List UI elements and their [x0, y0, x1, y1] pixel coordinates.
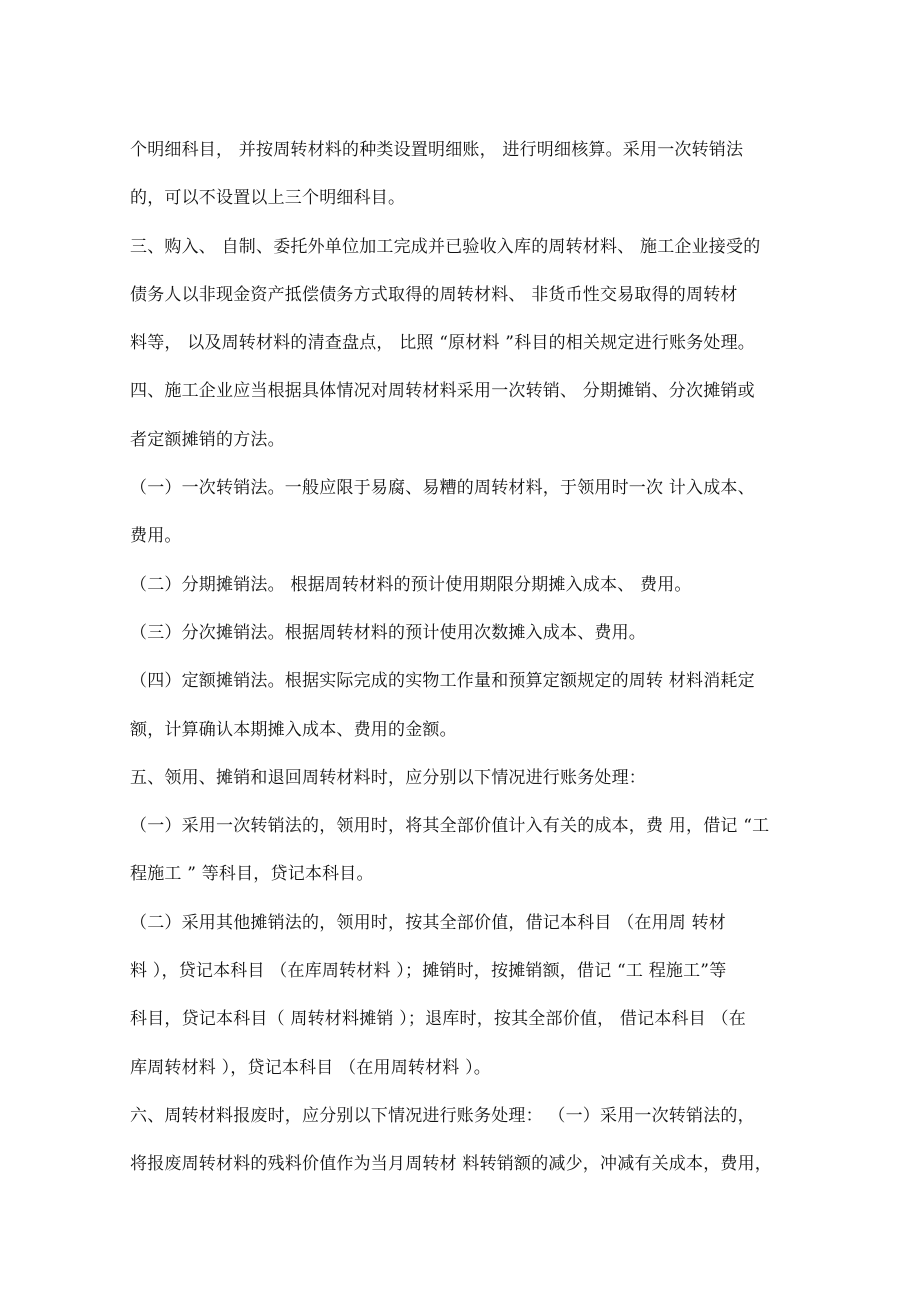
text-line: 费用。 — [130, 526, 182, 547]
text-line: （二）采用其他摊销法的，领用时，按其全部价值，借记本科目 （在用周 转材 — [130, 912, 727, 933]
text-line: （三）分次摊销法。根据周转材料的预计使用次数摊入成本、费用。 — [130, 622, 646, 643]
text-line: 六、周转材料报废时，应分别以下情况进行账务处理： （一）采用一次转销法的， — [130, 1105, 755, 1126]
text-line: 者定额摊销的方法。 — [130, 429, 285, 450]
text-line: 个明细科目， 并按周转材料的种类设置明细账， 进行明细核算。采用一次转销法 — [130, 140, 744, 160]
text-line: 料 ），贷记本科目 （在库周转材料 ）；摊销时，按摊销额，借记 “工 程施工”等 — [130, 961, 727, 982]
document-body — [130, 126, 795, 1189]
text-line: （一）采用一次转销法的，领用时，将其全部价值计入有关的成本，费 用，借记 “工 — [130, 816, 770, 837]
text-line: 程施工 ” 等科目，贷记本科目。 — [130, 864, 374, 885]
text-line: 库周转材料 ），贷记本科目 （在用周转材料 ）。 — [130, 1057, 492, 1078]
text-line: 将报废周转材料的残料价值作为当月周转材 料转销额的减少，冲减有关成本，费用， — [130, 1154, 773, 1175]
text-line: 的，可以不设置以上三个明细科目。 — [130, 188, 406, 209]
text-line: 科目，贷记本科目（ 周转材料摊销 ）；退库时，按其全部价值， 借记本科目 （在 — [130, 1009, 746, 1030]
text-line: 五、领用、摊销和退回周转材料时，应分别以下情况进行账务处理： — [130, 767, 646, 788]
text-line: 料等， 以及周转材料的清查盘点， 比照 “原材料 ”科目的相关规定进行账务处理。 — [130, 333, 755, 354]
text-line: 三、购入、 自制、委托外单位加工完成并已验收入库的周转材料、 施工企业接受的 — [130, 236, 761, 257]
text-line: 额，计算确认本期摊入成本、费用的金额。 — [130, 719, 457, 740]
text-line: （一）一次转销法。一般应限于易腐、易糟的周转材料，于领用时一次 计入成本、 — [130, 478, 755, 499]
text-line: （二）分期摊销法。 根据周转材料的预计使用期限分期摊入成本、 费用。 — [130, 574, 692, 595]
text-line: 债务人以非现金资产抵偿债务方式取得的周转材料、 非货币性交易取得的周转材 — [130, 284, 738, 305]
text-line: 四、施工企业应当根据具体情况对周转材料采用一次转销、 分期摊销、分次摊销或 — [130, 381, 755, 402]
text-line: （四）定额摊销法。根据实际完成的实物工作量和预算定额规定的周转 材料消耗定 — [130, 671, 755, 692]
